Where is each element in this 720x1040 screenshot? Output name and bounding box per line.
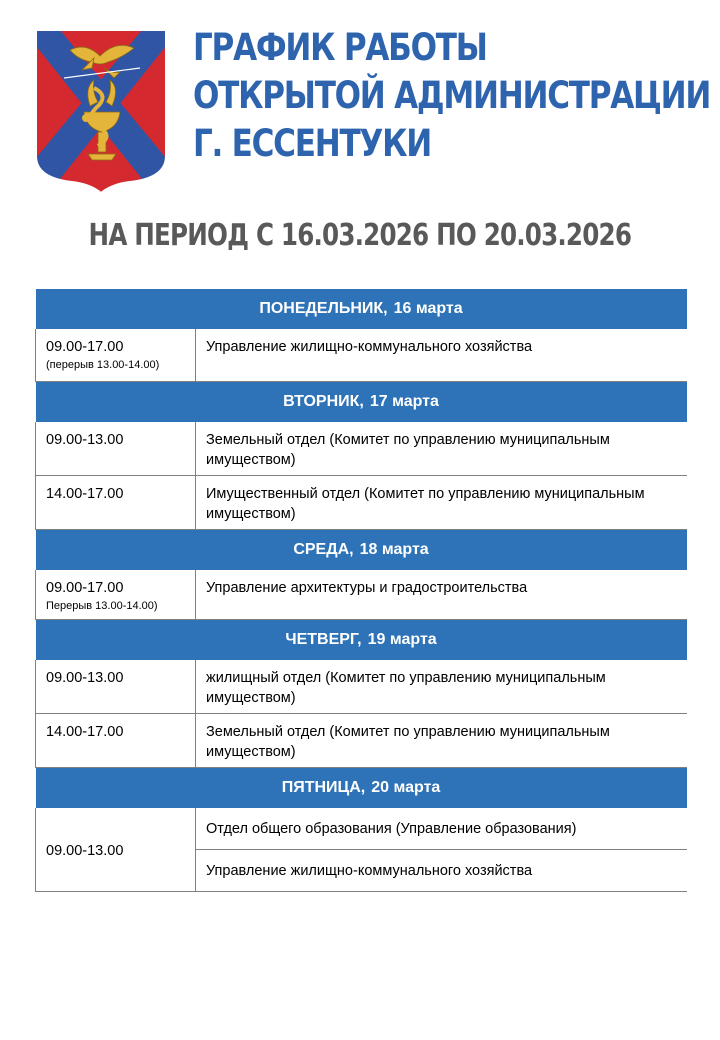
title-line-3: Г. ЕССЕНТУКИ <box>193 122 431 165</box>
department-cell: Земельный отдел (Комитет по управлению муниципальным имуществом) <box>196 714 687 768</box>
day-name: СРЕДА, <box>293 540 354 558</box>
table-row <box>36 660 687 714</box>
department-cell: Управление архитектуры и градостроительства <box>196 570 687 620</box>
time-value: 09.00-17.00 <box>46 339 124 355</box>
time-cell: 09.00-13.00 <box>36 660 196 714</box>
time-cell: 14.00-17.00 <box>36 714 196 768</box>
day-name: ПЯТНИЦА, <box>281 779 366 796</box>
day-name: ВТОРНИК, <box>283 392 364 410</box>
day-date: 18 марта <box>359 540 429 558</box>
day-date: 17 марта <box>369 392 439 410</box>
table-row <box>36 475 687 529</box>
table-row <box>36 329 687 381</box>
day-header-thursday <box>36 620 687 661</box>
page-title <box>193 24 710 168</box>
time-cell: 09.00-13.00 <box>36 808 196 892</box>
title-line-2: ОТКРЫТОЙ АДМИНИСТРАЦИИ <box>193 74 711 117</box>
day-name: ПОНЕДЕЛЬНИК, <box>259 300 388 317</box>
day-date: 16 марта <box>393 300 463 317</box>
city-coat-of-arms-icon <box>34 28 168 194</box>
table-row <box>36 570 687 620</box>
day-date: 19 марта <box>367 631 437 648</box>
table-row <box>36 422 687 476</box>
department-cell: Управление жилищно-коммунального хозяйства <box>196 329 687 381</box>
department-cell: Управление жилищно-коммунального хозяйства <box>196 850 687 892</box>
day-name: ЧЕТВЕРГ, <box>285 631 362 648</box>
department-cell: Земельный отдел (Комитет по управлению муниципальным имуществом) <box>196 422 687 476</box>
schedule-table <box>35 289 687 892</box>
day-header-tuesday <box>36 381 687 422</box>
time-cell <box>36 570 196 620</box>
table-row <box>36 808 687 850</box>
title-line-1: ГРАФИК РАБОТЫ <box>193 26 487 69</box>
time-value: 09.00-17.00 <box>46 579 124 596</box>
break-note: Перерыв 13.00-14.00) <box>46 599 158 612</box>
department-cell: жилищный отдел (Комитет по управлению муниципальным имуществом) <box>196 660 687 714</box>
day-header-friday <box>36 768 687 809</box>
time-cell <box>36 329 196 381</box>
break-note: (перерыв 13.00-14.00) <box>46 359 160 371</box>
day-date: 20 марта <box>371 779 441 796</box>
period-heading <box>0 218 720 253</box>
department-cell: Имущественный отдел (Комитет по управлению муниципальным имуществом) <box>196 475 687 529</box>
time-cell: 09.00-13.00 <box>36 422 196 476</box>
department-cell: Отдел общего образования (Управление образования) <box>196 808 687 850</box>
day-header-wednesday <box>36 529 687 570</box>
day-header-monday <box>36 289 687 329</box>
time-cell: 14.00-17.00 <box>36 475 196 529</box>
table-row <box>36 714 687 768</box>
period-text: НА ПЕРИОД С 16.03.2026 ПО 20.03.2026 <box>88 218 632 253</box>
